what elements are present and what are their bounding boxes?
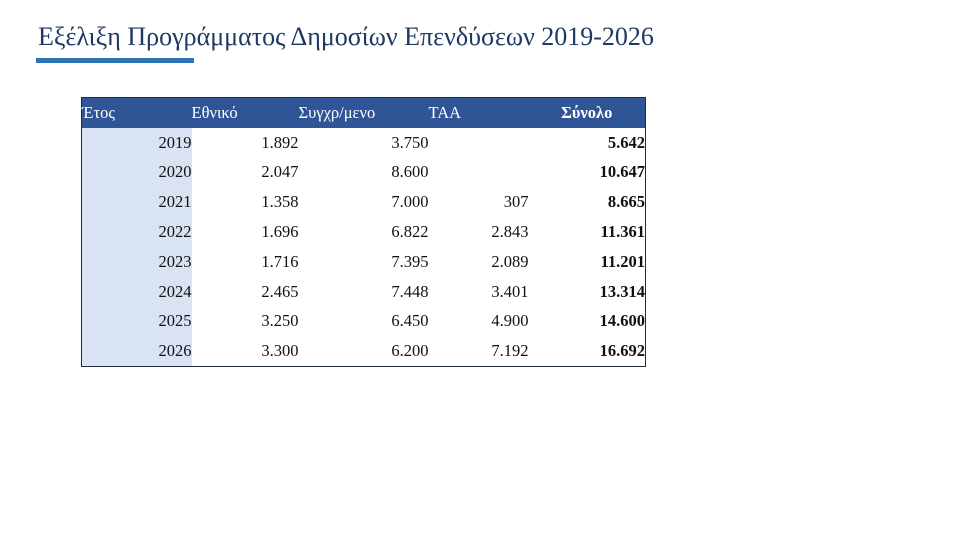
header-year: Έτος — [82, 98, 192, 128]
cell-rrf: 307 — [503, 192, 529, 212]
cell-cofinanced: 6.822 — [391, 222, 429, 242]
cell-rrf — [429, 158, 529, 188]
cell-rrf: 2.843 — [491, 222, 529, 242]
slide-title: Εξέλιξη Προγράμματος Δημοσίων Επενδύσεων 2019-2026 — [38, 22, 654, 51]
cell-cofinanced: 7.000 — [391, 192, 429, 212]
cell-total: 5.642 — [607, 132, 645, 152]
cell-national: 3.300 — [261, 341, 299, 361]
cell-total: 11.361 — [600, 222, 645, 242]
cell-year: 2024 — [82, 277, 192, 307]
cell-cofinanced: 8.600 — [391, 162, 429, 182]
cell-national: 2.047 — [261, 162, 299, 182]
cell-year: 2025 — [82, 307, 192, 337]
table-row — [82, 277, 646, 307]
cell-rrf: 4.900 — [491, 311, 529, 331]
cell-cofinanced: 7.448 — [391, 281, 429, 301]
cell-rrf — [429, 128, 529, 158]
table-row — [82, 128, 646, 158]
cell-cofinanced: 6.450 — [391, 311, 429, 331]
cell-cofinanced: 3.750 — [391, 132, 429, 152]
cell-rrf: 3.401 — [491, 281, 529, 301]
table-header-row — [82, 98, 646, 128]
cell-national: 1.716 — [261, 251, 299, 271]
header-rrf: ΤΑΑ — [429, 98, 529, 128]
cell-national: 3.250 — [261, 311, 299, 331]
cell-year: 2020 — [82, 158, 192, 188]
cell-total: 13.314 — [599, 281, 645, 301]
cell-national: 1.358 — [261, 192, 299, 212]
cell-year: 2022 — [82, 217, 192, 247]
cell-rrf: 7.192 — [491, 341, 529, 361]
table-row — [82, 158, 646, 188]
header-national: Εθνικό — [192, 98, 299, 128]
title-underline — [36, 58, 194, 63]
cell-total: 14.600 — [599, 311, 645, 331]
cell-cofinanced: 7.395 — [391, 251, 429, 271]
header-cofinanced: Συγχρ/μενο — [299, 98, 429, 128]
cell-national: 1.696 — [261, 222, 299, 242]
table-row — [82, 187, 646, 217]
cell-total: 16.692 — [599, 341, 645, 361]
table-row — [82, 307, 646, 337]
cell-national: 1.892 — [261, 132, 299, 152]
cell-total: 10.647 — [599, 162, 645, 182]
cell-rrf: 2.089 — [491, 251, 529, 271]
cell-year: 2023 — [82, 247, 192, 277]
cell-year: 2026 — [82, 336, 192, 366]
table-row — [82, 336, 646, 366]
cell-national: 2.465 — [261, 281, 299, 301]
cell-total: 8.665 — [607, 192, 645, 212]
investment-table — [81, 97, 646, 367]
cell-cofinanced: 6.200 — [391, 341, 429, 361]
table-row — [82, 217, 646, 247]
header-total: Σύνολο — [529, 98, 646, 128]
cell-year: 2021 — [82, 187, 192, 217]
table-row — [82, 247, 646, 277]
cell-year: 2019 — [82, 128, 192, 158]
cell-total: 11.201 — [600, 251, 645, 271]
